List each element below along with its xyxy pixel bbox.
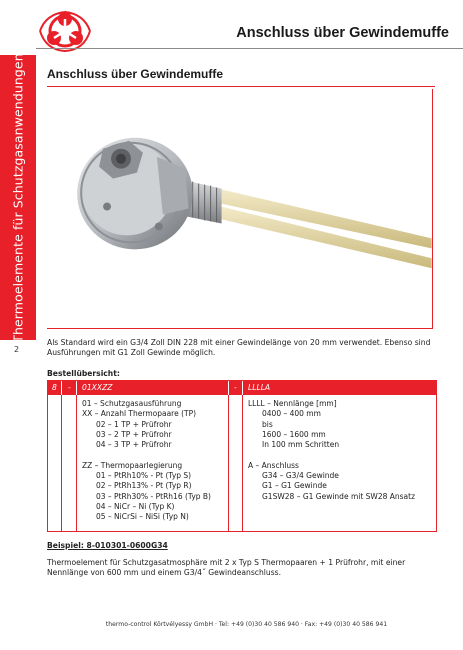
- example-code: Beispiel: 8-010301-0600G34: [47, 541, 168, 550]
- header-divider: [36, 48, 463, 49]
- list-item: 04 – NiCr – Ni (Typ K): [96, 501, 175, 511]
- order-code-divider: [76, 381, 77, 395]
- footer-contact: thermo-control Körtvélyessy GmbH · Tel: +49 (0)30 40 586 940 · Fax: +49 (0)30 40 586 941: [105, 621, 388, 628]
- order-code-divider: [242, 381, 243, 395]
- section-title: Anschluss über Gewindemuffe: [47, 67, 224, 81]
- table-divider: [228, 395, 229, 531]
- list-item: XX – Anzahl Thermopaare (TP): [82, 409, 197, 419]
- list-item: In 100 mm Schritten: [262, 440, 340, 450]
- list-item: G34 – G3/4 Gewinde: [262, 471, 339, 481]
- sidebar-label: Thermoelemente für Schutzgasanwendungen: [10, 52, 26, 343]
- product-photo: [47, 89, 433, 329]
- page-number: 2: [14, 345, 20, 354]
- example-description: Thermoelement für Schutzgasatmosphäre mit 2 x Typ S Thermopaaren + 1 Prüfrohr, mit einer Nennlänge von 600 mm und einem G3/4˝ Gewindeanschluss.: [47, 558, 406, 578]
- list-item: G1SW28 – G1 Gewinde mit SW28 Ansatz: [262, 491, 416, 501]
- list-item: A – Anschluss: [248, 460, 299, 470]
- right-options-list: [248, 399, 415, 502]
- list-item: 01 – PtRh10% - Pt (Typ S): [96, 471, 192, 481]
- left-options-list: [82, 399, 211, 523]
- list-item: 0400 – 400 mm: [262, 409, 321, 419]
- list-item: G1 – G1 Gewinde: [262, 481, 327, 491]
- order-code-segment-lllla: LLLLA: [248, 383, 271, 392]
- intro-paragraph: Als Standard wird ein G3/4 Zoll DIN 228 mit einer Gewindelänge von 20 mm verwendet. Ebenso sind Ausführungen mit G1 Zoll Gewinde möglich.: [47, 338, 431, 358]
- list-item: bis: [262, 419, 273, 429]
- table-divider: [76, 395, 77, 531]
- order-code-segment-xxzz: 01XXZZ: [82, 383, 113, 392]
- list-item: 04 – 3 TP + Prüfrohr: [96, 440, 172, 450]
- order-code-separator: -: [68, 383, 71, 392]
- order-code-header: [48, 381, 436, 395]
- list-item: LLLL – Nennlänge [mm]: [248, 399, 337, 408]
- order-code-body: [48, 395, 436, 531]
- list-item: 1600 – 1600 mm: [262, 429, 326, 439]
- list-item: ZZ – Thermopaarlegierung: [82, 460, 183, 470]
- list-spacer: [82, 450, 211, 460]
- list-item: 02 – PtRh13% - Pt (Typ R): [96, 481, 192, 491]
- list-item: 01 – Schutzgasausführung: [82, 399, 182, 408]
- list-item: 02 – 1 TP + Prüfrohr: [96, 419, 172, 429]
- table-divider: [61, 395, 62, 531]
- sidebar-band: [0, 52, 36, 343]
- order-code-divider: [61, 381, 62, 395]
- list-spacer: [248, 450, 415, 460]
- section-title-rule: [47, 86, 435, 87]
- order-code-table: [47, 380, 437, 532]
- order-code-separator: -: [234, 383, 237, 392]
- list-item: 05 – NiCrSi – NiSi (Typ N): [96, 512, 189, 522]
- order-code-prefix: 8: [52, 383, 57, 392]
- table-divider: [242, 395, 243, 531]
- order-code-divider: [228, 381, 229, 395]
- order-overview-label: Bestellübersicht:: [47, 369, 120, 378]
- list-item: 03 – 2 TP + Prüfrohr: [96, 429, 172, 439]
- header-title: Anschluss über Gewindemuffe: [236, 25, 449, 41]
- list-item: 03 – PtRh30% - PtRh16 (Typ B): [96, 491, 211, 501]
